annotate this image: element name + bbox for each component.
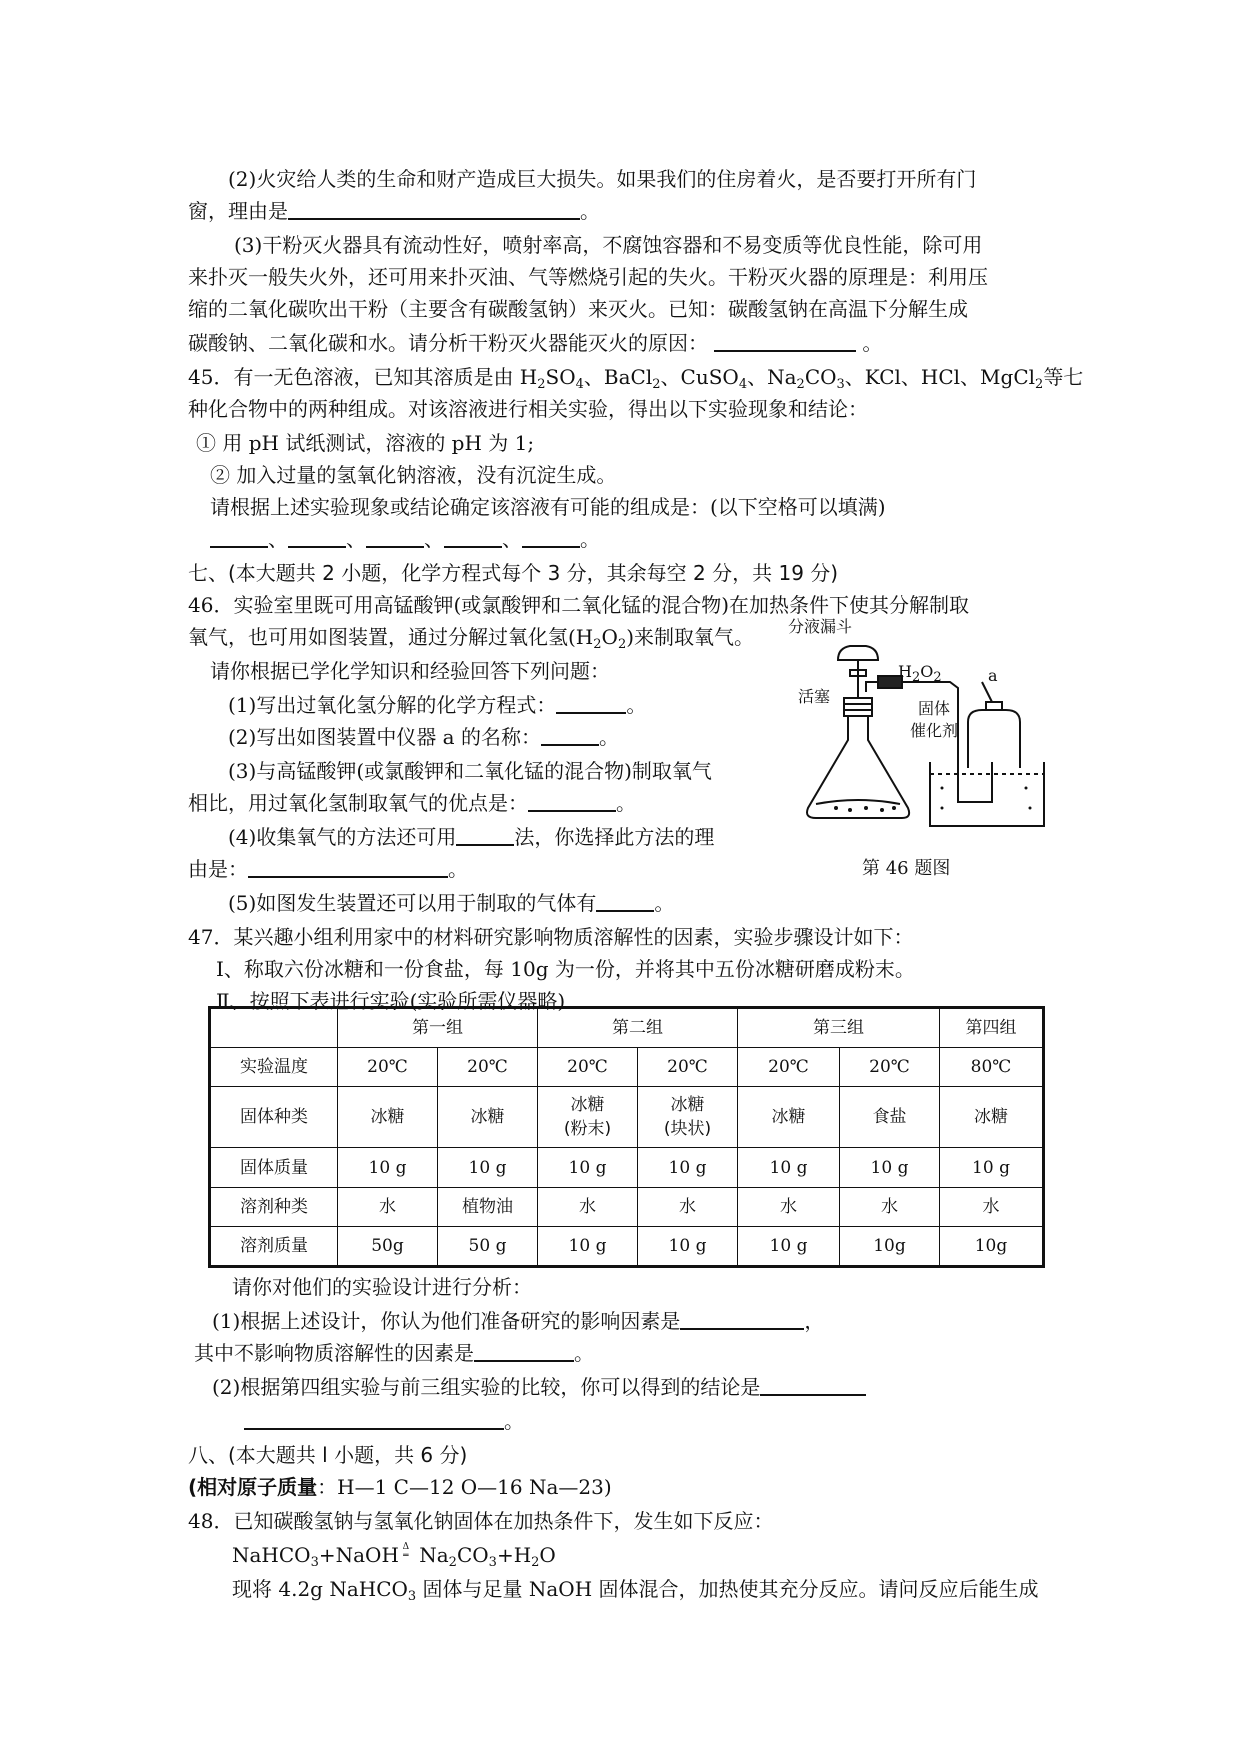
separator: 、: [424, 527, 444, 551]
separator: 、: [502, 527, 522, 551]
q46-blank-2[interactable]: [541, 722, 599, 746]
table-cell: 10 g: [940, 1148, 1044, 1188]
q46-text: O: [601, 625, 618, 649]
q45-answer-blanks: [210, 524, 600, 554]
table-cell: 10g: [840, 1226, 940, 1266]
table-cell: 50g: [338, 1226, 438, 1266]
group-3-header: 第三组: [738, 1008, 940, 1048]
q47-s1-text: (1)根据上述设计，你认为他们准备研究的影响因素是: [212, 1309, 681, 1333]
q46-text: 氧气，也可用如图装置，通过分解过氧化氢(H: [188, 625, 594, 649]
subscript: 3: [488, 1555, 497, 1570]
subscript: 2: [531, 1555, 540, 1570]
q44-part3-line4: [188, 328, 882, 358]
period: 。: [574, 1341, 594, 1365]
q46-line1: 46．实验室里既可用高锰酸钾(或氯酸钾和二氧化锰的混合物)在加热条件下使其分解制取: [188, 593, 970, 617]
q46-sub3-line2: [188, 788, 636, 818]
period: 。: [616, 791, 636, 815]
eq-part: +H: [496, 1543, 532, 1567]
bottle-a-label: a: [988, 666, 998, 685]
table-cell: 10 g: [738, 1148, 840, 1188]
reaction-condition: [399, 1543, 413, 1561]
q45-text: 等七: [1043, 365, 1084, 389]
q46-sub5: [228, 888, 674, 918]
q45-line1: [188, 362, 1083, 392]
q47-blank-2[interactable]: [474, 1338, 574, 1362]
period: 。: [448, 857, 468, 881]
q47-s1-line1: [212, 1306, 824, 1336]
atomic-masses-label: (相对原子质量: [188, 1475, 318, 1499]
subscript: 2: [652, 377, 661, 392]
group-4-header: 第四组: [940, 1008, 1044, 1048]
q46-blank-1[interactable]: [556, 690, 626, 714]
comma: ，: [804, 1309, 825, 1333]
table-cell: 80℃: [940, 1048, 1044, 1086]
q46-sub3-text: 相比，用过氧化氢制取氧气的优点是：: [188, 791, 528, 815]
q46-blank-6[interactable]: [596, 888, 654, 912]
period: 。: [504, 1409, 524, 1433]
q45-ask: 请根据上述实验现象或结论确定该溶液有可能的组成是：(以下空格可以填满): [210, 495, 886, 519]
table-row-solid-type: [210, 1086, 1044, 1148]
q46-apparatus-figure: [786, 612, 1048, 888]
q45-observation-2: ② 加入过量的氢氧化钠溶液，没有沉淀生成。: [210, 463, 617, 487]
eq-part: +NaOH: [318, 1543, 399, 1567]
q46-text: )来制取氧气。: [626, 625, 755, 649]
q47-s2-text: (2)根据第四组实验与前三组实验的比较，你可以得到的结论是: [212, 1375, 761, 1399]
q46-sub3-line1: (3)与高锰酸钾(或氯酸钾和二氧化锰的混合物)制取氧气: [228, 759, 712, 783]
subscript: 2: [911, 670, 921, 685]
period: 。: [626, 693, 647, 717]
table-cell: 50 g: [438, 1226, 538, 1266]
q45-blank-2[interactable]: [288, 524, 346, 548]
table-cell: 水: [738, 1188, 840, 1226]
funnel-label: 分液漏斗: [788, 617, 853, 636]
group-1-header: 第一组: [338, 1008, 538, 1048]
table-corner-cell: [210, 1008, 338, 1048]
table-row-solvent-type: [210, 1188, 1044, 1226]
q46-intro: 请你根据已学化学知识和经验回答下列问题：: [210, 659, 610, 683]
table-cell: 冰糖: [940, 1086, 1044, 1148]
q45-observation-1: ① 用 pH 试纸测试，溶液的 pH 为 1;: [196, 431, 535, 455]
q46-sub5-text: (5)如图发生装置还可以用于制取的气体有: [228, 891, 597, 915]
table-cell: 10 g: [338, 1148, 438, 1188]
subscript: 3: [836, 377, 845, 392]
table-cell: 10 g: [638, 1226, 738, 1266]
q45-text: 、BaCl: [583, 365, 653, 389]
subscript: 2: [1035, 377, 1044, 392]
q46-sub4-text: 由是：: [188, 857, 248, 881]
q45-blank-3[interactable]: [366, 524, 424, 548]
table-cell: 水: [338, 1188, 438, 1226]
table-cell: 冰糖: [438, 1086, 538, 1148]
q47-step1: Ⅰ、称取六份冰糖和一份食盐，每 10g 为一份，并将其中五份冰糖研磨成粉末。: [216, 957, 915, 981]
q48-text: 固体与足量 NaOH 固体混合，加热使其充分反应。请问反应后能生成: [416, 1577, 1039, 1601]
table-cell: 10g: [940, 1226, 1044, 1266]
subscript: 2: [537, 377, 546, 392]
subscript: 3: [310, 1555, 319, 1570]
q46-blank-3[interactable]: [528, 788, 616, 812]
table-cell: 20℃: [438, 1048, 538, 1086]
separator: 、: [346, 527, 366, 551]
q45-blank-5[interactable]: [522, 524, 580, 548]
solid-type-text: 冰糖: [670, 1094, 705, 1115]
q47-analyze: 请你对他们的实验设计进行分析：: [232, 1275, 532, 1299]
q47-s2-line2: [244, 1406, 524, 1436]
period: 。: [580, 199, 600, 223]
q46-sub2: [228, 722, 619, 752]
subscript: 4: [575, 377, 584, 392]
subscript: 2: [796, 377, 805, 392]
q45-text: CO: [804, 365, 837, 389]
q44-part3-line2: 来扑灭一般失火外，还可用来扑灭油、气等燃烧引起的失火。干粉灭火器的原理是：利用压: [188, 265, 988, 289]
q46-sub4-text: 法，你选择此方法的理: [514, 825, 715, 849]
q44-part3-line1: (3)干粉灭火器具有流动性好，喷射率高，不腐蚀容器和不易变质等优良性能，除可用: [234, 233, 983, 257]
table-row-solvent-mass: [210, 1226, 1044, 1266]
period: 。: [654, 891, 675, 915]
q48-last-line: [232, 1574, 1039, 1604]
table-cell: 10 g: [738, 1226, 840, 1266]
table-cell: 水: [638, 1188, 738, 1226]
valve-label: 活塞: [798, 687, 831, 706]
q44-answer-blank-2[interactable]: [714, 328, 856, 352]
q47-blank-4[interactable]: [244, 1406, 504, 1430]
subscript: 2: [617, 637, 627, 652]
q45-text: 、CuSO: [660, 365, 739, 389]
table-cell: 20℃: [840, 1048, 940, 1086]
table-cell: 10 g: [438, 1148, 538, 1188]
row-label: 溶剂质量: [210, 1226, 338, 1266]
subscript: 2: [933, 670, 942, 685]
q47-blank-1[interactable]: [680, 1306, 804, 1330]
q45-blank-4[interactable]: [444, 524, 502, 548]
q45-line2: 种化合物中的两种组成。对该溶液进行相关实验，得出以下实验现象和结论：: [188, 397, 868, 421]
table-cell: 水: [538, 1188, 638, 1226]
q47-line1: 47．某兴趣小组利用家中的材料研究影响物质溶解性的因素，实验步骤设计如下：: [188, 925, 914, 949]
eq-part: Na: [412, 1543, 449, 1567]
row-label: 固体种类: [210, 1086, 338, 1148]
q46-blank-4[interactable]: [456, 822, 514, 846]
table-cell: 20℃: [638, 1048, 738, 1086]
period: 。: [598, 725, 619, 749]
subscript: 4: [738, 377, 748, 392]
separator: 、: [268, 527, 288, 551]
figure-caption: 第 46 题图: [862, 858, 951, 879]
q46-line2: [188, 622, 754, 652]
row-label: 实验温度: [210, 1048, 338, 1086]
table-cell: 20℃: [338, 1048, 438, 1086]
q44-part2-line1: (2)火灾给人类的生命和财产造成巨大损失。如果我们的住房着火，是否要打开所有门: [228, 167, 977, 191]
q48-line1: 48．已知碳酸氢钠与氢氧化钠固体在加热条件下，发生如下反应：: [188, 1509, 774, 1533]
q47-blank-3[interactable]: [760, 1372, 866, 1396]
table-row-temperature: [210, 1048, 1044, 1086]
h2o2-h: H: [898, 662, 912, 681]
subscript: 3: [407, 1589, 417, 1604]
row-label: 固体质量: [210, 1148, 338, 1188]
section-7-heading: 七、(本大题共 2 小题，化学方程式每个 3 分，其余每空 2 分，共 19 分): [188, 561, 839, 585]
solid-type-note: (粉末): [563, 1118, 612, 1139]
table-cell: 20℃: [538, 1048, 638, 1086]
q44-part3-line3: 缩的二氧化碳吹出干粉（主要含有碳酸氢钠）来灭火。已知：碳酸氢钠在高温下分解生成: [188, 297, 968, 321]
solid-type-note: (块状): [663, 1118, 712, 1139]
q45-text: 45．有一无色溶液，已知其溶质是由 H: [188, 365, 538, 389]
q46-sub4-line1: [228, 822, 714, 852]
table-cell: 食盐: [840, 1086, 940, 1148]
solid-label: 固体: [918, 699, 951, 718]
table-cell: 冰糖: [738, 1086, 840, 1148]
q45-text: 、KCl、HCl、MgCl: [844, 365, 1036, 389]
equals-symbol: ═: [403, 1551, 409, 1561]
q47-s1-text: 其中不影响物质溶解性的因素是: [194, 1341, 474, 1365]
table-cell: 10 g: [538, 1226, 638, 1266]
period: 。: [862, 331, 883, 355]
q46-sub1: [228, 690, 646, 720]
table-cell: 10 g: [538, 1148, 638, 1188]
atomic-masses-values: ：H—1 C—12 O—16 Na—23): [317, 1475, 612, 1499]
eq-part: CO: [456, 1543, 489, 1567]
row-label: 溶剂种类: [210, 1188, 338, 1226]
subscript: 2: [593, 637, 602, 652]
q46-sub4-text: (4)收集氧气的方法还可用: [228, 825, 457, 849]
q44-part2-line2: [188, 196, 600, 226]
q47-s2-line1: [212, 1372, 866, 1402]
q44-part3-prefix: 碳酸钠、二氧化碳和水。请分析干粉灭火器能灭火的原因：: [188, 331, 708, 355]
q47-step2: Ⅱ、按照下表进行实验(实验所需仪器略): [216, 989, 566, 1013]
catalyst-label: 催化剂: [910, 721, 959, 740]
table-row-solid-mass: [210, 1148, 1044, 1188]
solid-type-text: 冰糖: [570, 1094, 605, 1115]
table-header-row: [210, 1008, 1044, 1048]
q48-equation: [232, 1540, 556, 1570]
heat-symbol: Δ: [402, 1542, 410, 1552]
h2o2-o: O: [920, 662, 934, 681]
period: 。: [580, 527, 600, 551]
table-cell: 水: [940, 1188, 1044, 1226]
q46-blank-5[interactable]: [248, 854, 448, 878]
table-cell: [638, 1086, 738, 1148]
table-cell: 水: [840, 1188, 940, 1226]
q45-text: 、Na: [747, 365, 797, 389]
q46-sub4-line2: [188, 854, 468, 884]
h2o2-label: [898, 662, 942, 685]
q47-s1-line2: [194, 1338, 594, 1368]
table-cell: 冰糖: [338, 1086, 438, 1148]
table-cell: [538, 1086, 638, 1148]
experiment-table: [208, 1006, 1045, 1268]
section-8-heading: 八、(本大题共 l 小题，共 6 分): [188, 1443, 468, 1467]
q44-answer-blank-1[interactable]: [288, 196, 580, 220]
eq-part: NaHCO: [232, 1543, 311, 1567]
eq-part: O: [539, 1543, 556, 1567]
table-cell: 10 g: [638, 1148, 738, 1188]
q44-part2-prefix: 窗，理由是: [188, 199, 288, 223]
group-2-header: 第二组: [538, 1008, 738, 1048]
subscript: 2: [448, 1555, 457, 1570]
atomic-masses: [188, 1472, 612, 1502]
q46-sub1-text: (1)写出过氧化氢分解的化学方程式：: [228, 693, 557, 717]
q45-text: SO: [545, 365, 576, 389]
q45-blank-1[interactable]: [210, 524, 268, 548]
table-cell: 20℃: [738, 1048, 840, 1086]
q48-text: 现将 4.2g NaHCO: [232, 1577, 408, 1601]
table-cell: 植物油: [438, 1188, 538, 1226]
table-cell: 10 g: [840, 1148, 940, 1188]
q46-sub2-text: (2)写出如图装置中仪器 a 的名称：: [228, 725, 541, 749]
